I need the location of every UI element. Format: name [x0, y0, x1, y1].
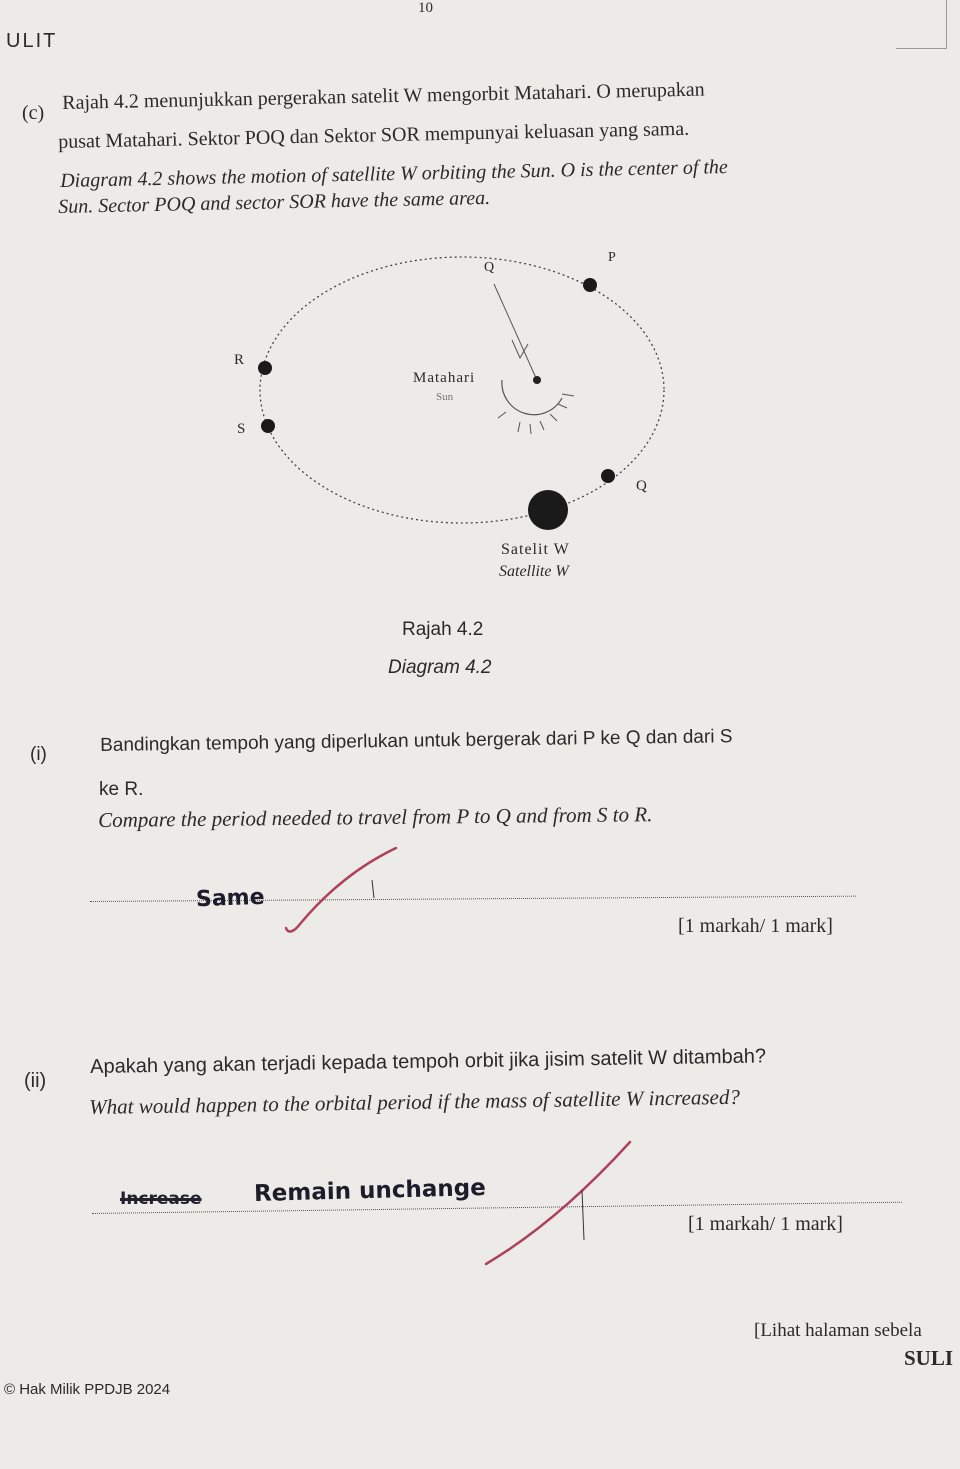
question-c-malay-line2: pusat Matahari. Sektor POQ dan Sektor SOR mempunyai keluasan yang sama.: [58, 117, 690, 153]
part-i-english: Compare the period needed to travel from P to Q and from S to R.: [98, 802, 653, 832]
point-r-marker: [258, 361, 272, 375]
orbit-diagram: [0, 0, 960, 600]
tick-mark-i: [280, 840, 420, 940]
question-c-malay-line1: Rajah 4.2 menunjukkan pergerakan satelit W mengorbit Matahari. O merupakan: [62, 78, 705, 114]
label-sun-english: Sun: [436, 391, 454, 403]
part-ii-marks: [1 markah/ 1 mark]: [688, 1213, 843, 1235]
footer-status-label: SULI: [904, 1346, 954, 1370]
point-p-marker: [583, 278, 597, 292]
part-ii-english: What would happen to the orbital period if the mass of satellite W increased?: [89, 1084, 741, 1119]
label-satellite-english: Satellite W: [499, 563, 569, 580]
question-c-english-line1: Diagram 4.2 shows the motion of satellite W orbiting the Sun. O is the center of the: [60, 156, 729, 192]
point-s-marker: [261, 419, 275, 433]
label-s: S: [237, 421, 246, 437]
orbit-path: [260, 257, 664, 523]
label-r: R: [234, 352, 245, 368]
part-i-answer: Same: [195, 884, 265, 913]
header-status-label: ULIT: [6, 30, 58, 52]
part-ii-answer: Remain unchange: [253, 1174, 487, 1208]
label-satellite-malay: Satelit W: [501, 541, 570, 558]
label-p: P: [608, 250, 616, 265]
sun-center-point: [533, 376, 541, 384]
part-ii-label: (ii): [24, 1070, 47, 1092]
part-i-marks: [1 markah/ 1 mark]: [678, 915, 833, 937]
next-page-note: [Lihat halaman sebela: [754, 1320, 922, 1341]
point-q-marker: [601, 469, 615, 483]
radius-line-q: [494, 284, 536, 378]
page-number: 10: [418, 0, 433, 16]
satellite-w-body: [528, 490, 568, 530]
part-ii-struck-answer: Increase: [120, 1189, 202, 1209]
label-q-top: Q: [484, 260, 495, 275]
part-ii-malay: Apakah yang akan terjadi kepada tempoh orbit jika jisim satelit W ditambah?: [90, 1045, 767, 1078]
sun-symbol: [498, 380, 574, 434]
label-sun-malay: Matahari: [413, 370, 476, 386]
diagram-caption-english: Diagram 4.2: [388, 657, 492, 678]
part-i-malay-line2: ke R.: [99, 779, 144, 800]
tick-mark-ii: [480, 1136, 660, 1276]
question-c-english-line2: Sun. Sector POQ and sector SOR have the same area.: [58, 186, 491, 218]
copyright-notice: © Hak Milik PPDJB 2024: [4, 1381, 171, 1398]
question-c-label: (c): [22, 102, 45, 124]
part-i-label: (i): [30, 744, 47, 765]
label-q-right: Q: [636, 478, 647, 494]
diagram-caption-malay: Rajah 4.2: [402, 619, 484, 640]
part-i-malay-line1: Bandingkan tempoh yang diperlukan untuk bergerak dari P ke Q dan dari S: [100, 726, 733, 756]
